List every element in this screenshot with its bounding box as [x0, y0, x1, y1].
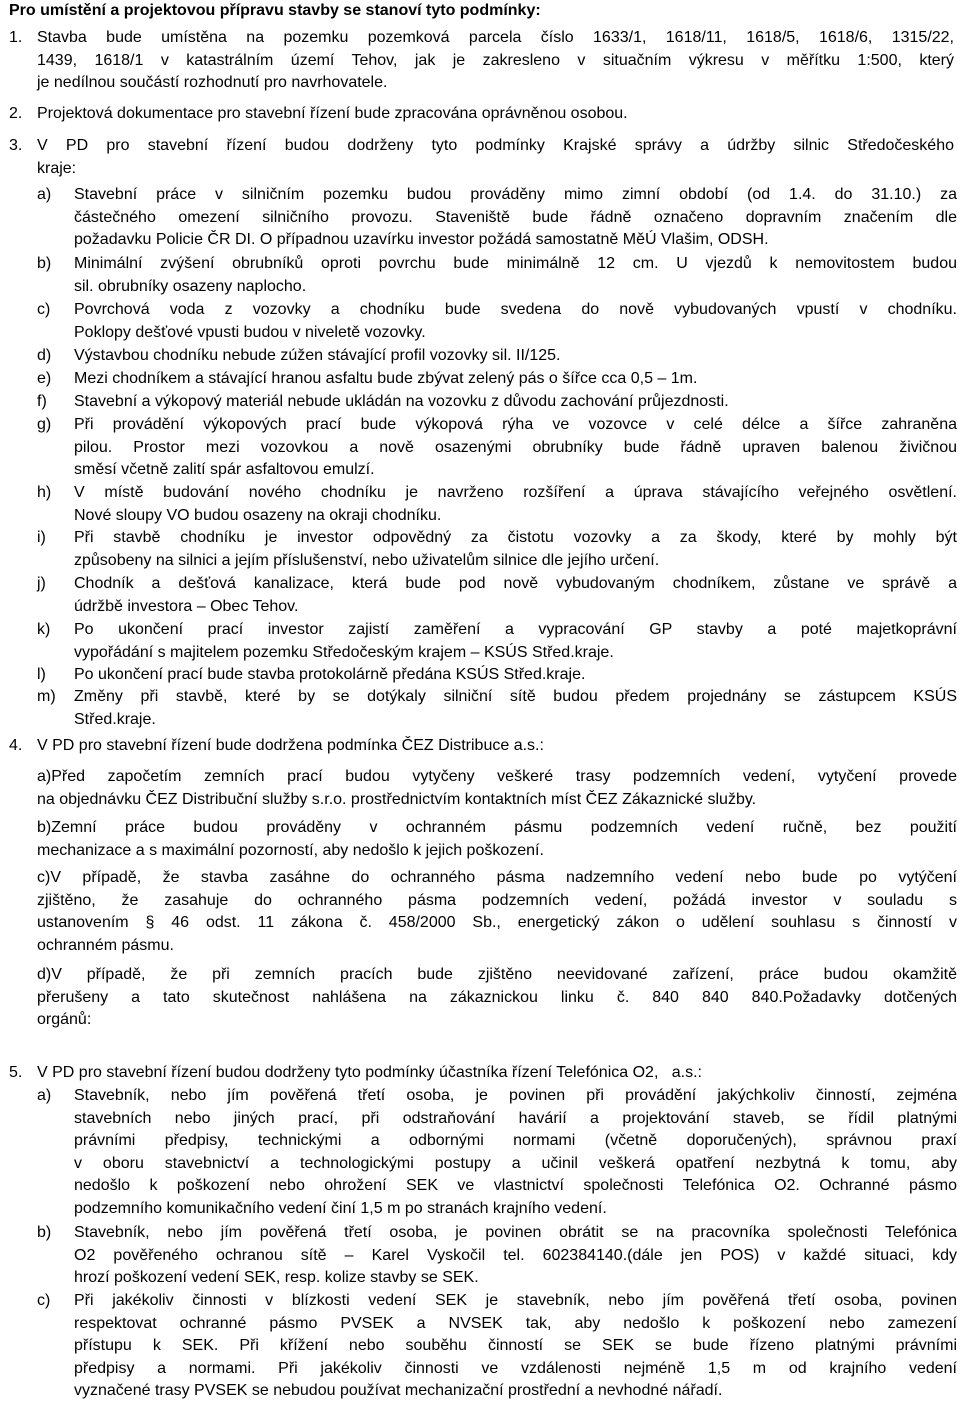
subitem-3m	[37, 686, 957, 731]
subitem-line: směsí včetně zalití spár asfaltovou emulzí.	[74, 461, 375, 479]
item-number: 1.	[9, 29, 23, 46]
subitem-3e	[37, 368, 957, 391]
subitem-label: i)	[37, 529, 46, 546]
subitem-line: Po ukončení prací bude stavba protokolárně předána KSÚS Střed.kraje.	[74, 666, 586, 683]
item-line: Projektová dokumentace pro stavební řízení bude zpracována oprávněnou osobou.	[37, 105, 628, 122]
paragraph-line: mechanizace a s maximální pozorností, aby nedošlo k jejich poškození.	[37, 841, 544, 859]
subitem-label: c)	[37, 301, 51, 318]
subitem-line: podzemního komunikačního vedení činí 1,5 m po stranách krajního vedení.	[74, 1199, 607, 1217]
subitem-5a	[37, 1085, 957, 1221]
subitem-line: Povrchová voda z vozovky a chodníku bude svedena do nově vybudovaných vpustí v chodníku.	[74, 301, 957, 318]
subitem-3c	[37, 299, 957, 344]
subitem-line: pilou. Prostor mezi vozovkou a nově osazenými obrubníky bude řádně upraven balenou živičnou	[74, 438, 957, 456]
subitem-label: h)	[37, 484, 52, 501]
cez-paragraph-d	[37, 964, 957, 1032]
item-number: 5.	[9, 1064, 23, 1081]
subitem-3f	[37, 391, 957, 414]
subitem-line: údržbě investora – Obec Tehov.	[74, 597, 299, 615]
subitem-label: e)	[37, 370, 52, 387]
subitem-line: hrozí poškození vedení SEK, resp. kolize stavby se SEK.	[74, 1269, 479, 1287]
condition-item-2	[9, 103, 954, 126]
subitem-line: právními předpisy, technickými a odbornými normami (včetně doporučených), správnou praxí	[74, 1132, 957, 1150]
paragraph-line: na objednávku ČEZ Distribuční služby s.r.o. prostřednictvím kontaktních míst ČEZ Zákaznické služby.	[37, 790, 757, 808]
cez-paragraph-a	[37, 766, 957, 811]
subitem-label: l)	[37, 666, 46, 683]
paragraph-line: c)V případě, že stavba zasáhne do ochranného pásma nadzemního vedení nebo bude po vytýčení	[37, 869, 957, 886]
subitem-label: f)	[37, 393, 47, 410]
subitem-line: v oboru stavebnictví a technologickými postupy a učinil veškerá opatření nezbytná k tomu, aby	[74, 1154, 957, 1172]
subitem-5c	[37, 1290, 957, 1403]
subitem-line: vyznačené trasy PVSEK se nebudou používat mechanizační prostřední a nevhodné nářadí.	[74, 1382, 723, 1400]
subitem-line: požadavku Policie ČR DI. O případnou uzavírku investor požádá samostatně MěÚ Vlašim, ODSH.	[74, 231, 769, 249]
subitem-3k	[37, 619, 957, 664]
subitem-label: g)	[37, 416, 52, 433]
item-text	[9, 27, 954, 95]
subitem-label: a)	[37, 186, 52, 203]
item-line: V PD pro stavební řízení bude dodržena podmínka ČEZ Distribuce a.s.:	[37, 737, 544, 754]
subitem-line: Chodník a dešťová kanalizace, která bude pod nově vybudovaným chodníkem, zůstane ve správě a	[74, 575, 957, 592]
subitem-label: c)	[37, 1292, 51, 1309]
subitem-line: stavebních nebo jiných prací, při odstraňování havárií a projektování staveb, se řídil platnými	[74, 1109, 957, 1127]
condition-item-5	[9, 1062, 954, 1085]
subitem-line: Stavebník, nebo jím pověřená třetí osoba, je povinen obrátit se na pracovníka společnosti Telefónica	[74, 1224, 957, 1241]
paragraph-line: zjištěno, že zasahuje do ochranného pásma podzemních vedení, požádá investor v souladu s	[37, 891, 957, 909]
subitem-line: Mezi chodníkem a stávající hranou asfaltu bude zbývat zelený pás o šířce cca 0,5 – 1m.	[74, 370, 698, 387]
paragraph-line: b)Zemní práce budou prováděny v ochranném pásmu podzemních vedení ručně, bez použití	[37, 819, 957, 836]
condition-item-4	[9, 735, 954, 758]
subitem-3h	[37, 482, 957, 527]
subitem-label: a)	[37, 1087, 52, 1104]
item-line: Stavba bude umístěna na pozemku pozemková parcela číslo 1633/1, 1618/11, 1618/5, 1618/6, 1315/22,	[37, 29, 954, 46]
item-text	[9, 135, 954, 180]
subitem-3i	[37, 527, 957, 572]
subitem-line: V místě budování nového chodníku je navrženo rozšíření a úprava stávajícího veřejného osvětlení.	[74, 484, 957, 501]
subitem-label: m)	[37, 688, 56, 705]
item-line: V PD pro stavební řízení budou dodrženy tyto podmínky Krajské správy a údržby silnic Středočeského	[37, 137, 954, 154]
subitem-line: nedošlo k poškození nebo ohrožení SEK ve vlastnictví společnosti Telefónica O2. Ochranné pásmo	[74, 1177, 957, 1195]
subitem-line: Střed.kraje.	[74, 710, 156, 728]
paragraph-line: ochranném pásmu.	[37, 936, 174, 954]
document-heading: Pro umístění a projektovou přípravu stavby se stanoví tyto podmínky:	[9, 2, 541, 19]
subitem-line: způsobeny na silnici a jejím příslušenství, nebo uživatelům silnice dle jejího určení.	[74, 551, 660, 569]
condition-item-3	[9, 135, 954, 180]
subitem-line: Minimální zvýšení obrubníků oproti povrchu bude minimálně 12 cm. U vjezdů k nemovitostem budou	[74, 255, 957, 272]
subitem-5b	[37, 1222, 957, 1290]
paragraph-line: přerušeny a tato skutečnost nahlášena na zákaznickou linku č. 840 840 840.Požadavky dotčených	[37, 988, 957, 1006]
subitem-3l	[37, 664, 957, 687]
subitem-line: sil. obrubníky osazeny naplocho.	[74, 277, 307, 295]
subitem-line: Výstavbou chodníku nebude zúžen stávající profil vozovky sil. II/125.	[74, 347, 561, 364]
subitem-line: částečného omezení silničního provozu. Staveniště bude řádně označeno dopravním značením dle	[74, 208, 957, 226]
subitem-line: Změny při stavbě, které by se dotýkaly silniční sítě budou předem projednány se zástupcem KSÚS	[74, 688, 957, 705]
item-text	[9, 103, 954, 126]
subitem-line: Stavební práce v silničním pozemku budou prováděny mimo zimní období (od 1.4. do 31.10.) za	[74, 186, 957, 203]
subitem-line: O2 pověřeného ochranou sítě – Karel Vyskočil tel. 602384140.(dále jen POS) v každé situaci, kdy	[74, 1246, 957, 1264]
item-line: V PD pro stavební řízení budou dodrženy tyto podmínky účastníka řízení Telefónica O2, a.s.:	[37, 1064, 702, 1081]
paragraph-line: a)Před započetím zemních prací budou vytyčeny veškeré trasy podzemních vedení, vytyčení provede	[37, 768, 957, 785]
subitem-label: b)	[37, 255, 52, 272]
subitem-label: k)	[37, 621, 51, 638]
subitem-line: Poklopy dešťové vpusti budou v niveletě vozovky.	[74, 323, 426, 341]
subitem-label: d)	[37, 347, 52, 364]
subitem-3a	[37, 184, 957, 252]
subitem-line: Nové sloupy VO budou osazeny na okraji chodníku.	[74, 506, 442, 524]
subitem-line: Stavební a výkopový materiál nebude ukládán na vozovku z důvodu zachování průjezdnosti.	[74, 393, 729, 410]
item-number: 3.	[9, 137, 23, 154]
subitem-line: vypořádání s majitelem pozemku Středočeským krajem – KSÚS Střed.kraje.	[74, 643, 614, 661]
item-line: 1439, 1618/1 v katastrálním území Tehov, jak je zakresleno v situačním výkresu v měřítku 1:500, který	[37, 51, 954, 69]
subitem-line: předpisy a normami. Při jakékoliv činnosti ve vzdálenosti nejméně 1,5 m od krajního vedení	[74, 1359, 957, 1377]
item-line: kraje:	[37, 159, 77, 177]
subitem-line: respektovat ochranné pásmo PVSEK a NVSEK tak, aby nedošlo k poškození nebo zamezení	[74, 1314, 957, 1332]
subitem-line: Při jakékoliv činnosti v blízkosti vedení SEK je stavebník, nebo jím pověřená třetí osoba, povinen	[74, 1292, 957, 1309]
item-number: 2.	[9, 105, 23, 122]
subitem-line: Při provádění výkopových prací bude výkopová rýha ve vozovce v celé délce a šířce zahraněna	[74, 416, 957, 433]
item-text	[9, 1062, 954, 1085]
subitem-label: j)	[37, 575, 46, 592]
subitem-label: b)	[37, 1224, 52, 1241]
condition-item-1	[9, 27, 954, 95]
cez-paragraph-b	[37, 817, 957, 862]
cez-paragraph-c	[37, 867, 957, 957]
subitem-line: Při stavbě chodníku je investor odpovědný za čistotu vozovky a za škody, které by mohly být	[74, 529, 957, 546]
item-text	[9, 735, 954, 758]
item-number: 4.	[9, 737, 23, 754]
subitem-line: Po ukončení prací investor zajistí zaměření a vypracování GP stavby a poté majetkoprávní	[74, 621, 957, 638]
paragraph-line: orgánů:	[37, 1011, 92, 1029]
paragraph-line: ustanovením § 46 odst. 11 zákona č. 458/2000 Sb., energetický zákon o udělení souhlasu s činností v	[37, 914, 957, 932]
subitem-3j	[37, 573, 957, 618]
item-line: je nedílnou součástí rozhodnutí pro navrhovatele.	[37, 74, 388, 92]
subitem-line: Stavebník, nebo jím pověřená třetí osoba, je povinen při provádění jakýchkoliv činností, zejména	[74, 1087, 957, 1104]
subitem-line: přístupu k SEK. Při křížení nebo souběhu činností se SEK se bude řízeno platnými právními	[74, 1337, 957, 1355]
paragraph-line: d)V případě, že při zemních pracích bude zjištěno neevidované zařízení, práce budou okamžitě	[37, 966, 957, 983]
subitem-3b	[37, 253, 957, 298]
subitem-3d	[37, 345, 957, 368]
subitem-3g	[37, 414, 957, 482]
